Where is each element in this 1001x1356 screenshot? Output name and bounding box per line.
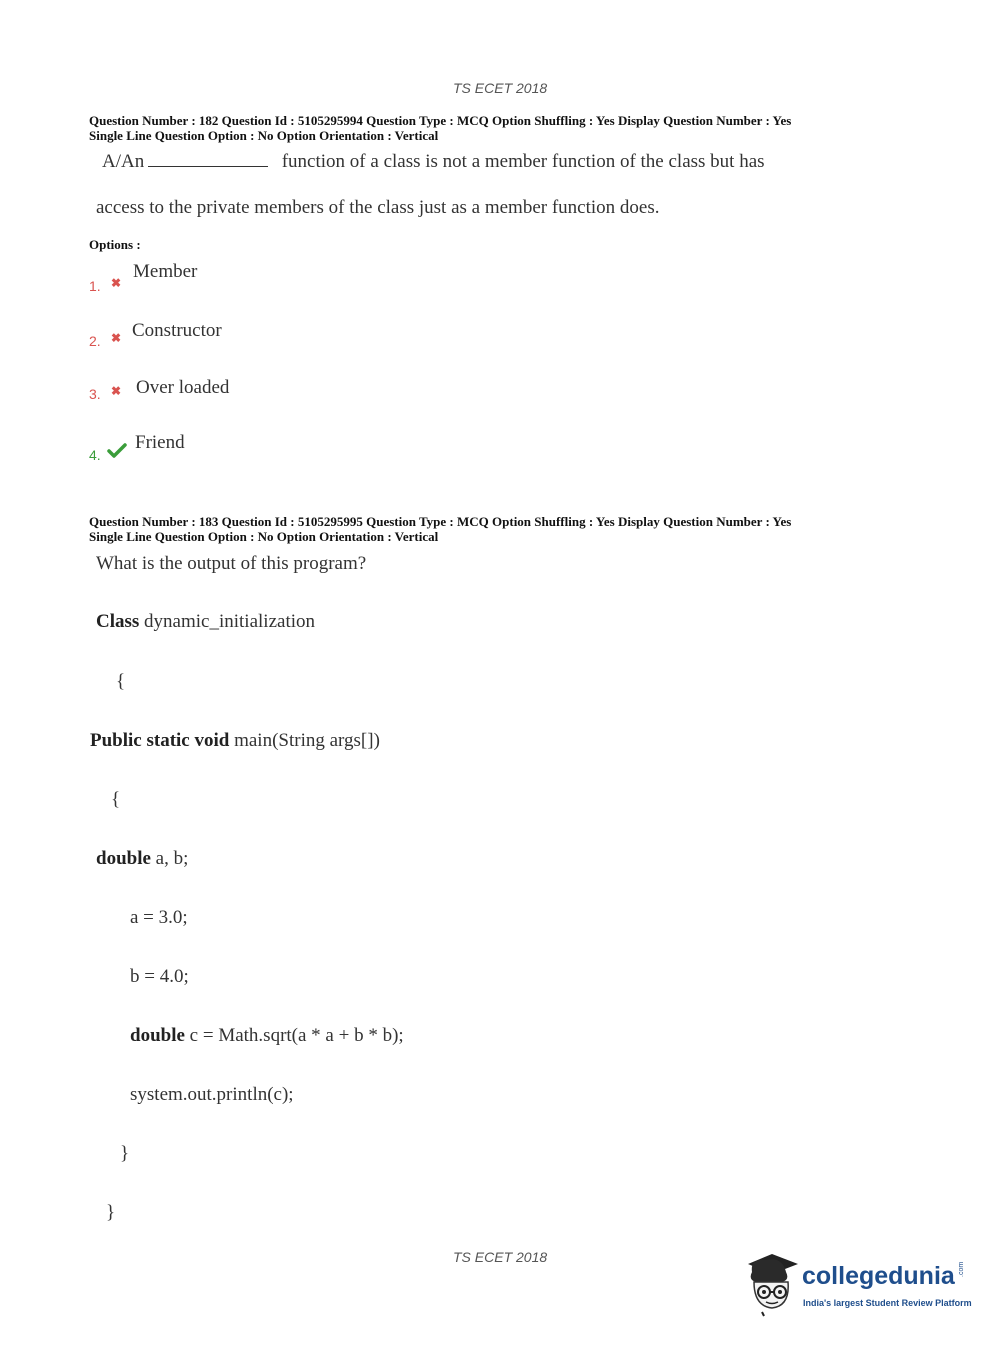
q182-text-line1 [102, 150, 765, 173]
code-line-sqrt: double c = Math.sqrt(a * a + b * b); [130, 1025, 404, 1046]
option-4-number: 4. [89, 447, 101, 463]
code-brace-open-2: { [111, 789, 121, 810]
wrong-mark-icon: ✖ [111, 384, 122, 398]
code-line-assign-b: b = 4.0; [130, 966, 189, 987]
code-brace-close-2: } [120, 1143, 130, 1164]
fill-blank [148, 150, 268, 167]
option-4-text: Friend [135, 432, 185, 453]
code-brace-close-1: } [106, 1202, 116, 1223]
logo-tagline: India's largest Student Review Platform [803, 1298, 972, 1308]
code-line-assign-a: a = 3.0; [130, 907, 188, 928]
option-2-text: Constructor [132, 320, 222, 341]
option-3-text: Over loaded [136, 377, 230, 398]
code-line-declare: double a, b; [96, 848, 189, 869]
code-line-print: system.out.println(c); [130, 1084, 294, 1105]
q182-text-part1: A/An [102, 151, 145, 172]
collegedunia-mascot-icon [742, 1250, 802, 1323]
page-footer: TS ECET 2018 [453, 1249, 548, 1265]
q182-text-part2: function of a class is not a member function of the class but has [281, 151, 765, 172]
code-brace-open-1: { [116, 671, 126, 692]
wrong-mark-icon: ✖ [111, 331, 122, 345]
q182-meta-line1: Question Number : 182 Question Id : 5105295994 Question Type : MCQ Option Shuffling : Yes Display Question Number : Yes [89, 113, 792, 128]
page-header: TS ECET 2018 [453, 80, 548, 96]
q182-meta-line2: Single Line Question Option : No Option Orientation : Vertical [89, 128, 439, 143]
option-2-number: 2. [89, 333, 101, 349]
option-3-number: 3. [89, 386, 101, 402]
q183-meta-line1: Question Number : 183 Question Id : 5105295995 Question Type : MCQ Option Shuffling : Yes Display Question Number : Yes [89, 514, 792, 529]
check-mark-icon [107, 443, 127, 464]
option-1-number: 1. [89, 278, 101, 294]
options-label: Options : [89, 237, 141, 252]
q183-meta-line2: Single Line Question Option : No Option Orientation : Vertical [89, 529, 439, 544]
q182-text-line2: access to the private members of the class just as a member function does. [96, 197, 660, 218]
logo-suffix: .com [958, 1261, 965, 1277]
q183-question: What is the output of this program? [96, 553, 367, 574]
code-line-class: Class dynamic_initialization [96, 611, 316, 632]
option-1-text: Member [133, 261, 198, 282]
logo-wordmark: collegedunia [802, 1262, 955, 1290]
code-line-main: Public static void main(String args[]) [90, 730, 380, 751]
wrong-mark-icon: ✖ [111, 276, 122, 290]
